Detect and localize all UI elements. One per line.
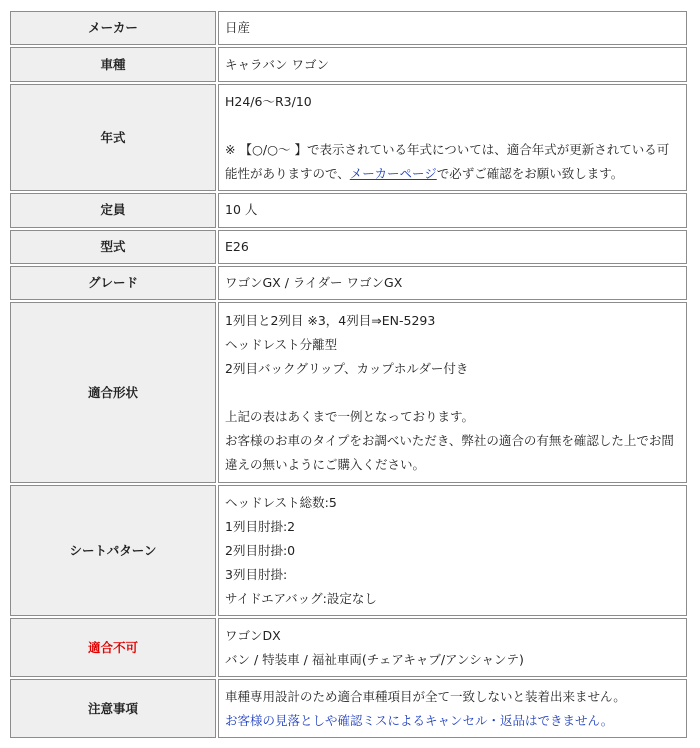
- nofit-line: ワゴンDX: [225, 627, 281, 643]
- fit-line: ヘッドレスト分離型: [225, 336, 338, 352]
- row-fit-shape: [10, 302, 687, 482]
- nofit-line: バン / 特装車 / 福祉車両(チェアキャブ/アンシャンテ): [225, 651, 524, 667]
- value-capacity: 10 人: [218, 193, 687, 227]
- value-notes-cell: [218, 679, 687, 738]
- fit-remark: お客様のお車のタイプをお調べいただき、弊社の適合の有無を確認した上でお間違えの無いようにご購入ください。: [225, 432, 674, 472]
- row-grade: [10, 266, 687, 300]
- row-year: [10, 84, 687, 191]
- label-grade: グレード: [10, 266, 216, 300]
- spacer: [225, 381, 680, 405]
- label-seat-pattern: シートパターン: [10, 485, 216, 617]
- label-type: 型式: [10, 230, 216, 264]
- value-maker: 日産: [218, 11, 687, 45]
- value-not-compatible-cell: [218, 618, 687, 677]
- vehicle-fitment-table: [8, 9, 689, 740]
- fit-remark: 上記の表はあくまで一例となっております。: [225, 408, 475, 424]
- row-maker: [10, 11, 687, 45]
- fit-line: 2列目バックグリップ、カップホルダー付き: [225, 360, 469, 376]
- label-capacity: 定員: [10, 193, 216, 227]
- row-seat-pattern: [10, 485, 687, 617]
- row-type: [10, 230, 687, 264]
- label-year: 年式: [10, 84, 216, 191]
- note-line-warning: お客様の見落としや確認ミスによるキャンセル・返品はできません。: [225, 712, 614, 728]
- seat-line: ヘッドレスト総数:5: [225, 494, 337, 510]
- label-notes: 注意事項: [10, 679, 216, 738]
- year-note-after: で必ずご確認をお願い致します。: [436, 165, 624, 181]
- row-model: [10, 47, 687, 81]
- row-notes: [10, 679, 687, 738]
- seat-line: サイドエアバッグ:設定なし: [225, 590, 377, 606]
- note-line: 車種専用設計のため適合車種項目が全て一致しないと装着出来ません。: [225, 688, 626, 704]
- value-grade: ワゴンGX / ライダー ワゴンGX: [218, 266, 687, 300]
- value-fit-shape-cell: [218, 302, 687, 482]
- maker-page-link[interactable]: メーカーページ: [349, 165, 437, 181]
- label-not-compatible: 適合不可: [10, 618, 216, 677]
- year-note: [225, 138, 680, 186]
- value-seat-pattern-cell: [218, 485, 687, 617]
- value-year-cell: [218, 84, 687, 191]
- spec-table-container: [8, 9, 689, 740]
- seat-line: 3列目肘掛:: [225, 566, 288, 582]
- label-maker: メーカー: [10, 11, 216, 45]
- fit-line: 1列目と2列目 ※3，4列目⇒EN-5293: [225, 312, 436, 328]
- value-model: キャラバン ワゴン: [218, 47, 687, 81]
- value-type: E26: [218, 230, 687, 264]
- value-year: H24/6～R3/10: [225, 93, 312, 109]
- label-fit-shape: 適合形状: [10, 302, 216, 482]
- seat-line: 1列目肘掛:2: [225, 518, 296, 534]
- spacer: [225, 114, 680, 138]
- seat-line: 2列目肘掛:0: [225, 542, 296, 558]
- year-note-before: ※ 【○/○～ 】で表示されている年式については、適合年式が更新されている可能性がありますので、: [225, 141, 670, 181]
- row-not-compatible: [10, 618, 687, 677]
- row-capacity: [10, 193, 687, 227]
- label-model: 車種: [10, 47, 216, 81]
